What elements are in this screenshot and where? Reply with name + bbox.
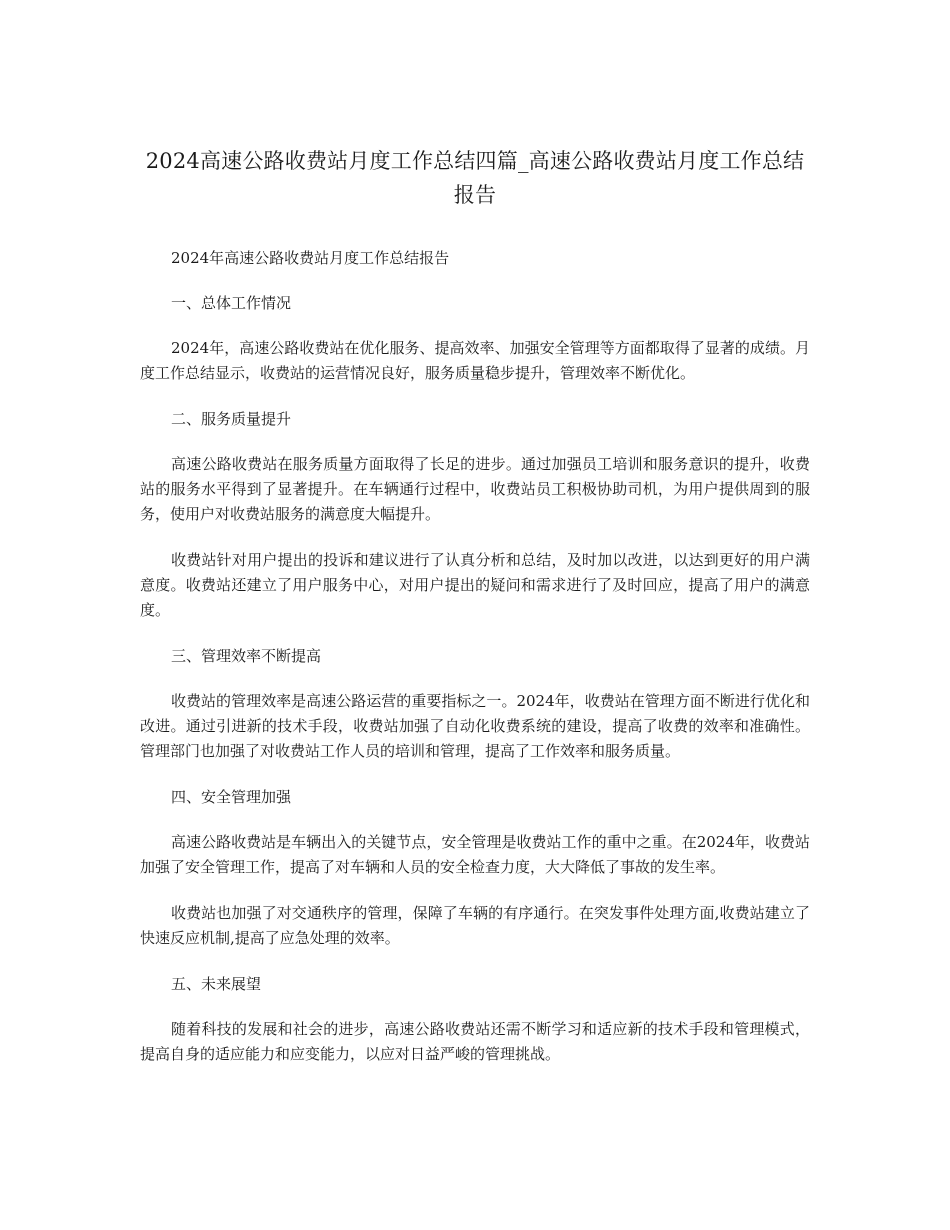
section-heading-overview: 一、总体工作情况 [171, 294, 292, 312]
section-heading-outlook: 五、未来展望 [171, 975, 262, 993]
document-page [140, 144, 810, 1088]
section-heading-service-quality: 二、服务质量提升 [171, 410, 292, 428]
paragraph: 随着科技的发展和社会的进步，高速公路收费站还需不断学习和适应新的技术手段和管理模式，提高自身的适应能力和应变能力，以应对日益严峻的管理挑战。 [140, 1020, 810, 1063]
document-subtitle: 2024年高速公路收费站月度工作总结报告 [171, 249, 450, 267]
paragraph: 高速公路收费站在服务质量方面取得了长足的进步。通过加强员工培训和服务意识的提升，收费站的服务水平得到了显著提升。在车辆通行过程中，收费站员工积极协助司机，为用户提供周到的服务，使用户对收费站服务的满意度大幅提升。 [140, 455, 810, 523]
section-heading-management-efficiency: 三、管理效率不断提高 [171, 647, 322, 665]
paragraph: 高速公路收费站是车辆出入的关键节点，安全管理是收费站工作的重中之重。在2024年，收费站加强了安全管理工作，提高了对车辆和人员的安全检查力度，大大降低了事故的发生率。 [140, 833, 810, 876]
document-title: 2024高速公路收费站月度工作总结四篇_高速公路收费站月度工作总结报告 [145, 149, 805, 207]
paragraph: 收费站也加强了对交通秩序的管理，保障了车辆的有序通行。在突发事件处理方面,收费站建立了快速反应机制,提高了应急处理的效率。 [140, 904, 810, 947]
paragraph: 收费站的管理效率是高速公路运营的重要指标之一。2024年，收费站在管理方面不断进行优化和改进。通过引进新的技术手段，收费站加强了自动化收费系统的建设，提高了收费的效率和准确性。管理部门也加强了对收费站工作人员的培训和管理，提高了工作效率和服务质量。 [140, 692, 810, 760]
section-heading-safety: 四、安全管理加强 [171, 788, 292, 806]
paragraph: 收费站针对用户提出的投诉和建议进行了认真分析和总结，及时加以改进，以达到更好的用户满意度。收费站还建立了用户服务中心，对用户提出的疑问和需求进行了及时回应，提高了用户的满意度。 [140, 551, 810, 619]
paragraph: 2024年，高速公路收费站在优化服务、提高效率、加强安全管理等方面都取得了显著的成绩。月度工作总结显示，收费站的运营情况良好，服务质量稳步提升，管理效率不断优化。 [140, 339, 810, 382]
